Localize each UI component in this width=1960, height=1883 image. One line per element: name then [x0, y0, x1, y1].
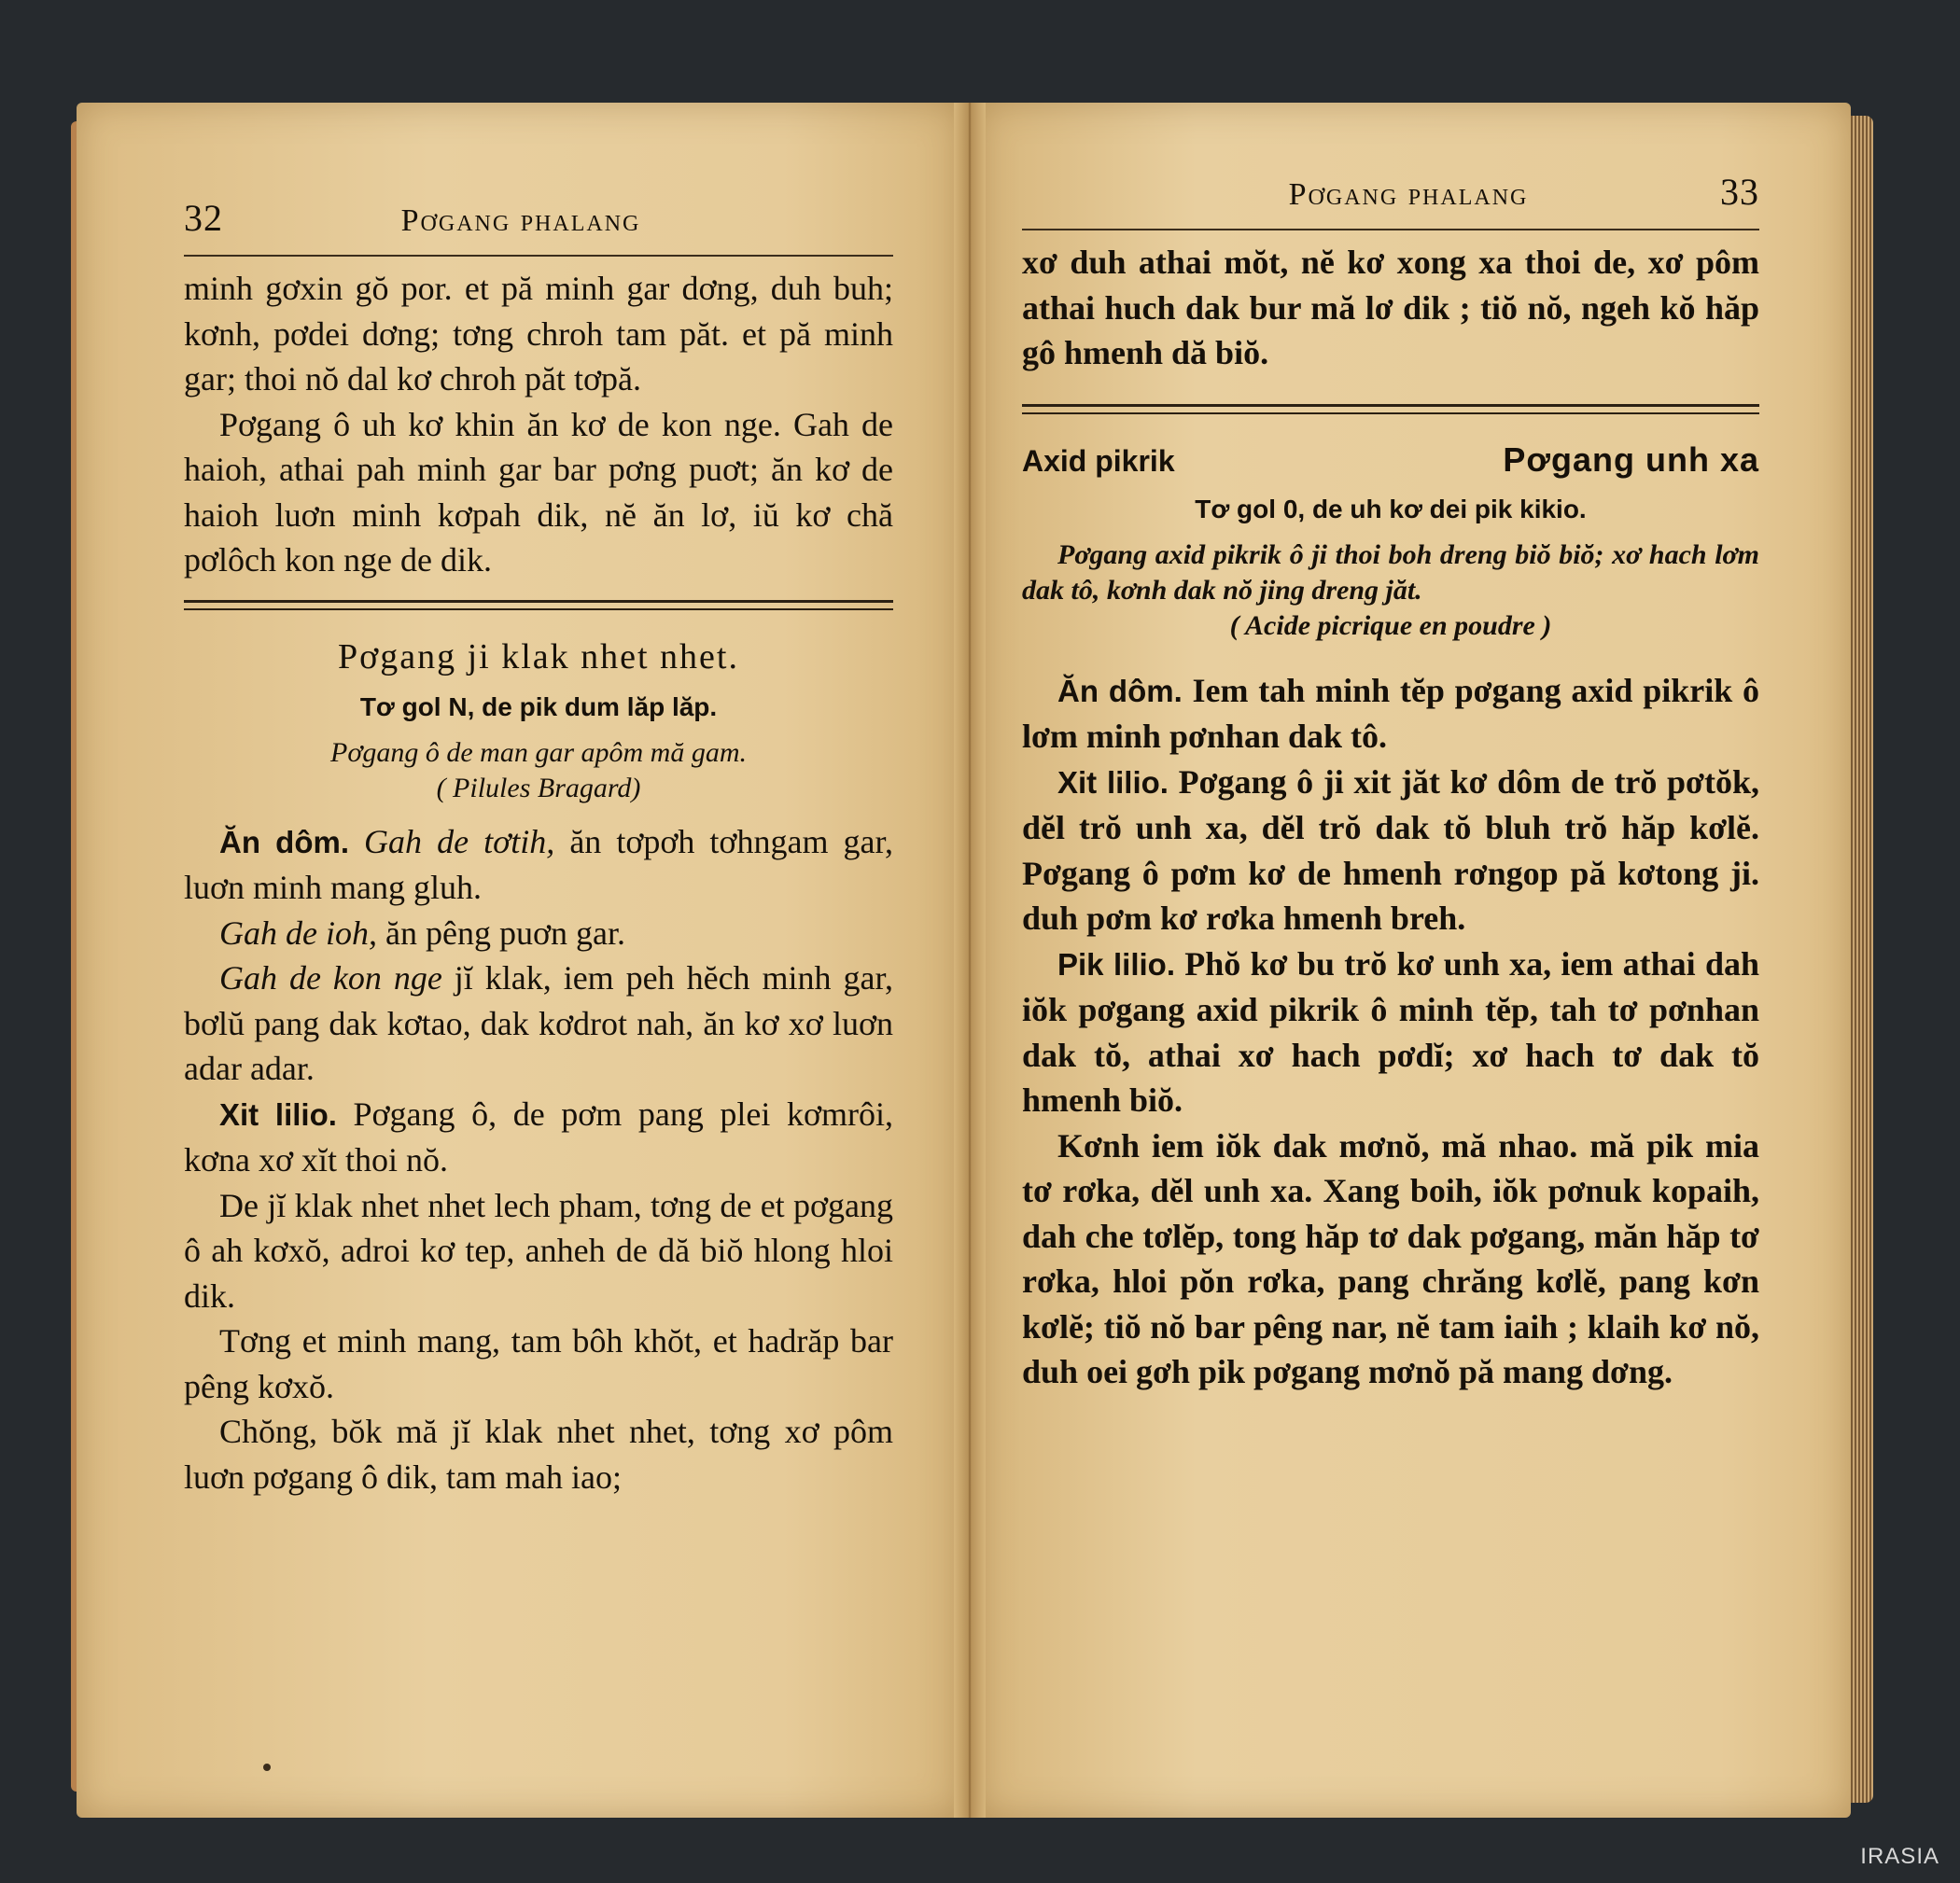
left-kon-nge-italic: Gah de kon nge [219, 959, 442, 997]
right-page [978, 103, 1851, 1818]
left-intro-paragraph-1: minh gơxin gŏ por. et pă minh gar dơng, duh buh; kơnh, pơdei dơng; tơng chroh tam păt. et pă minh gar; thoi nŏ dal kơ chroh păt tơpă. [184, 270, 893, 398]
left-end-paragraph-2: Tơng et minh mang, tam bôh khŏt, et hadrăp bar pêng kơxŏ. [184, 1322, 893, 1405]
right-description-french: ( Acide picrique en poudre ) [1229, 609, 1552, 641]
right-intro-paragraph: xơ duh athai mŏt, nĕ kơ xong xa thoi de, xơ pôm athai huch dak bur mă lơ dik ; tiŏ nŏ, ngeh kŏ hăp gô hmenh dă biŏ. [1022, 244, 1759, 371]
right-description: Pơgang axid pikrik ô ji thoi boh dreng biŏ biŏ; xơ hach lơm dak tô, kơnh dak nŏ jing dreng jăt. [1022, 538, 1759, 606]
right-pik-label: Pik lilio. [1057, 946, 1175, 982]
right-section-subtitle: Tơ gol 0, de uh kơ dei pik kikio. [1195, 494, 1587, 523]
left-page-number: 32 [184, 197, 223, 239]
right-xit-text: Pơgang ô ji xit jăt kơ dôm de trŏ pơtŏk, dĕl trŏ unh xa, dĕl trŏ dak tŏ bluh trŏ hăp kơlĕ. Pơgang ô pơm kơ de hmenh rơngop pă kơtong ji. duh pơm kơ rơka hmenh breh. [1022, 762, 1759, 937]
watermark: IRASIA [1860, 1844, 1939, 1869]
right-section-left-title: Axid pikrik [1022, 443, 1175, 478]
left-ioh-italic: Gah de ioh, [219, 914, 377, 952]
left-an-dom-paragraph [184, 819, 893, 911]
left-page-content [184, 196, 893, 1499]
left-section-title: Pơgang ji klak nhet nhet. [338, 636, 739, 676]
right-header-rule [1022, 229, 1759, 230]
left-description-line-2: ( Pilules Bragard) [436, 772, 641, 803]
right-section-right-title: Pơgang unh xa [1503, 439, 1759, 479]
left-section-subtitle: Tơ gol N, de pik dum lăp lăp. [359, 691, 718, 721]
left-kon-nge-paragraph [184, 955, 893, 1092]
left-xit-label: Xit lilio. [219, 1096, 337, 1132]
right-pik-text: Phŏ kơ bu trŏ kơ unh xa, iem athai dah iŏk pơgang axid pikrik ô minh tĕp, tah tơ pơnhan dak tŏ, athai xơ hach pơdĭ; xơ hach tơ dak tŏ hmenh biŏ. [1022, 944, 1759, 1119]
right-section-heading [1022, 440, 1759, 480]
left-header-rule [184, 255, 893, 257]
left-section-divider [184, 600, 893, 610]
left-kon-nge-text: jĭ klak, iem peh hĕch minh gar, bơlŭ pang dak kơtao, dak kơdrot nah, ăn kơ xơ luơn adar adar. [184, 959, 894, 1087]
left-page [77, 103, 961, 1818]
left-ioh-paragraph [184, 911, 893, 956]
ink-speck [263, 1764, 271, 1771]
right-xit-label: Xit lilio. [1057, 764, 1169, 800]
left-an-dom-italic: Gah de tơtih, [364, 822, 555, 860]
left-xit-paragraph [184, 1092, 893, 1183]
left-ioh-text: ăn pêng puơn gar. [385, 914, 625, 952]
left-xit-text: Pơgang ô, de pơm pang plei kơmrôi, kơna xơ xĭt thoi nŏ. [184, 1095, 894, 1179]
book-gutter [954, 103, 986, 1818]
book-page-edges [1851, 116, 1873, 1803]
open-book [77, 103, 1873, 1818]
left-end-paragraph-1: De jĭ klak nhet nhet lech pham, tơng de et pơgang ô ah kơxŏ, adroi kơ tep, anheh de dă biŏ hlong hloi dik. [184, 1186, 893, 1315]
left-running-title: Pơgang phalang [400, 203, 641, 238]
right-an-dom-label: Ăn dôm. [1057, 673, 1183, 708]
left-an-dom-label: Ăn dôm. [219, 824, 350, 859]
right-pik-paragraph [1022, 942, 1759, 1123]
left-description-line-1: Pơgang ô de man gar apôm mă gam. [330, 736, 747, 768]
right-final-paragraph: Kơnh iem iŏk dak mơnŏ, mă nhao. mă pik mia tơ rơka, dĕl unh xa. Xang boih, iŏk pơnuk kopaih, dah che tơlĕp, tong hăp tơ dak pơgang, măn hăp tơ rơka, hloi pŏn rơka, pang chrăng kơlĕ, pang kơn kơlĕ; tiŏ nŏ bar pêng nar, nĕ tam iaih ; klaih kơ nŏ, duh oei gơh pik pơgang mơnŏ pă mang dơng. [1022, 1126, 1759, 1390]
right-running-title: Pơgang phalang [1288, 177, 1529, 212]
right-an-dom-text: Iem tah minh tĕp pơgang axid pikrik ô lơm minh pơnhan dak tô. [1022, 671, 1760, 755]
left-page-header [184, 196, 893, 245]
right-xit-paragraph [1022, 760, 1759, 942]
left-end-paragraph-3: Chŏng, bŏk mă jĭ klak nhet nhet, tơng xơ pôm luơn pơgang ô dik, tam mah iao; [184, 1413, 893, 1496]
left-an-dom-text: ăn tơpơh tơhngam gar, luơn minh mang gluh. [184, 822, 894, 906]
right-page-number: 33 [1720, 171, 1759, 213]
right-an-dom-paragraph [1022, 668, 1759, 760]
right-section-divider [1022, 404, 1759, 414]
right-page-content [1022, 170, 1759, 1395]
left-intro-paragraph-2: Pơgang ô uh kơ khin ăn kơ de kon nge. Gah de haioh, athai pah minh gar bar pơng puơt; ăn kơ de haioh luơn minh kơpah dik, nĕ ăn lơ, iŭ kơ chă pơlôch kon nge de dik. [184, 405, 893, 579]
right-page-header [1022, 170, 1759, 219]
